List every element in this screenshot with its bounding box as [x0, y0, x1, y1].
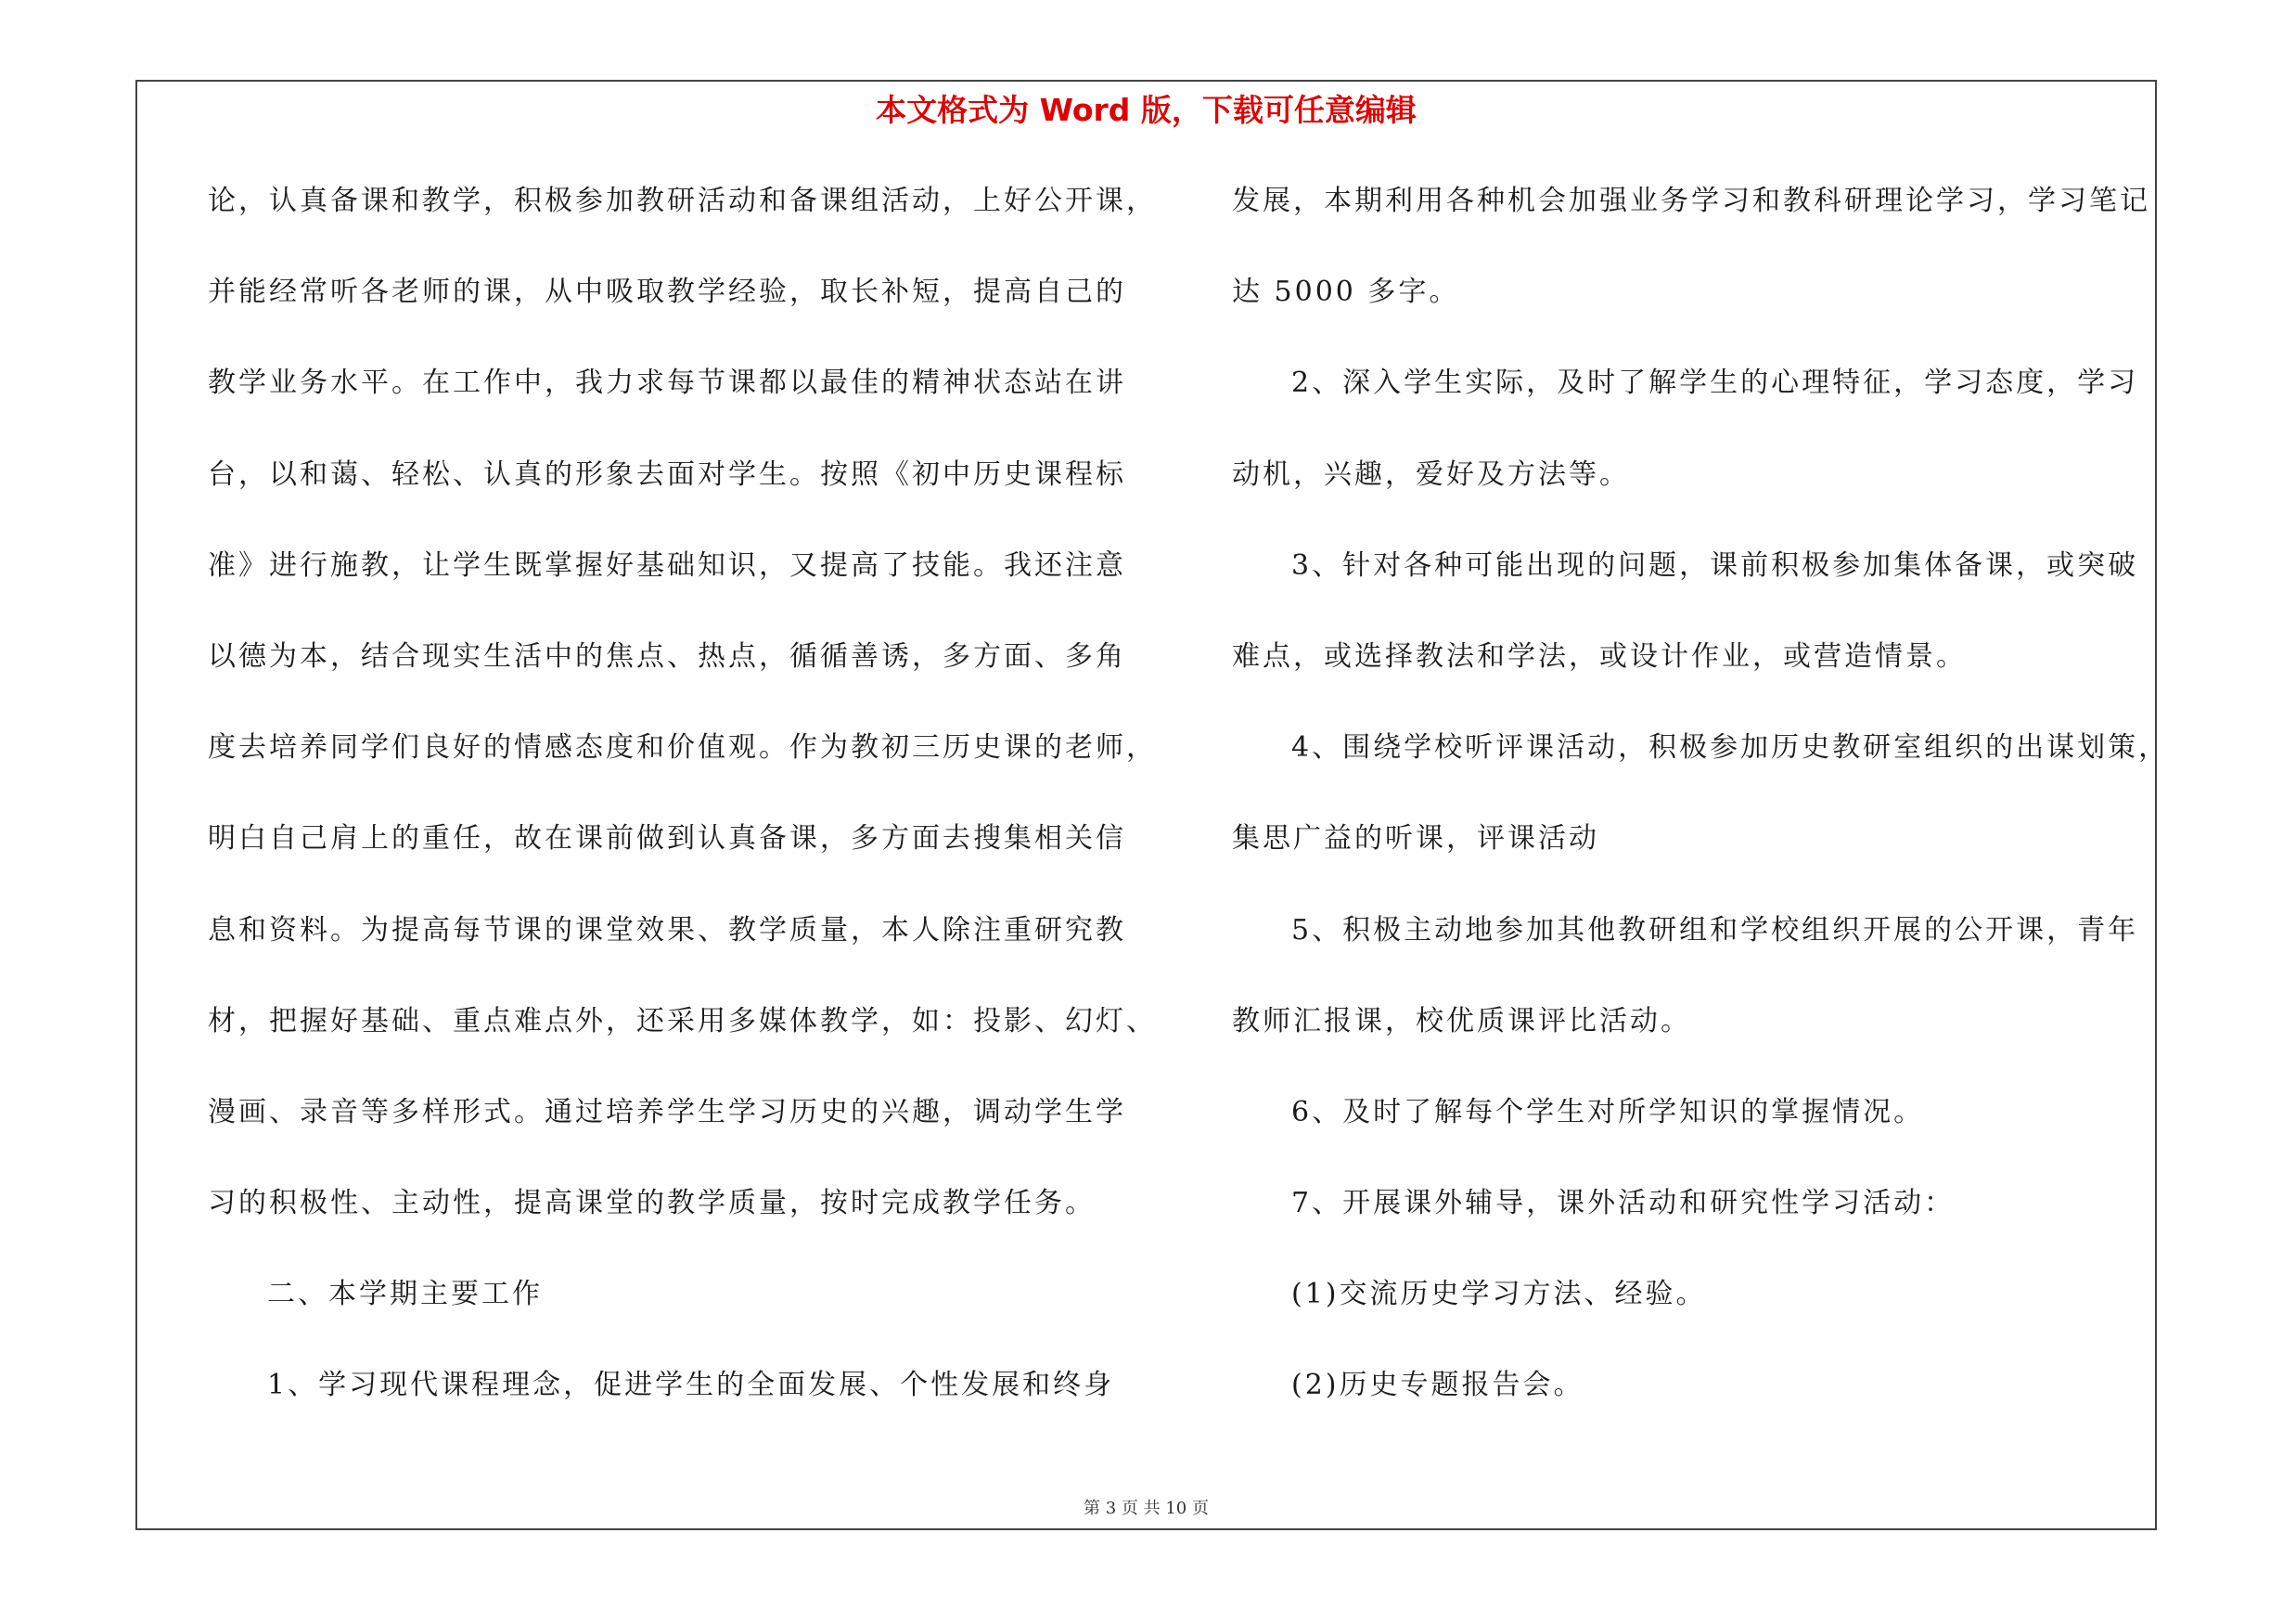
paragraph-line: 动机，兴趣，爱好及方法等。 [1232, 457, 1630, 491]
list-item: 4、围绕学校听评课活动，积极参加历史教研室组织的出谋划策， [1291, 731, 2170, 765]
list-item: 2、深入学生实际，及时了解学生的心理特征，学习态度，学习 [1291, 367, 2139, 400]
paragraph-line: 发展，本期利用各种机会加强业务学习和教科研理论学习，学习笔记 [1232, 185, 2150, 217]
paragraph-line: 习的积极性、主动性，提高课堂的教学质量，按时完成教学任务。 [208, 1187, 1096, 1220]
paragraph-line: 度去培养同学们良好的情感态度和价值观。作为教初三历史课的老师， [208, 731, 1157, 765]
paragraph-line: 论，认真备课和教学，积极参加教研活动和备课组活动，上好公开课， [208, 185, 1157, 217]
list-item: 1、学习现代课程理念，促进学生的全面发展、个性发展和终身 [267, 1369, 1115, 1402]
paragraph-line: 以德为本，结合现实生活中的焦点、热点，循循善诱，多方面、多角 [208, 639, 1126, 673]
list-item: 3、针对各种可能出现的问题，课前积极参加集体备课，或突破 [1291, 548, 2139, 582]
left-text-column [208, 180, 1157, 1456]
paragraph-line: 台，以和蔼、轻松、认真的形象去面对学生。按照《初中历史课程标 [208, 457, 1126, 491]
paragraph-line: 难点，或选择教法和学法，或设计作业，或营造情景。 [1232, 639, 1967, 673]
paragraph-line: 并能经常听各老师的课，从中吸取教学经验，取长补短，提高自己的 [208, 276, 1126, 309]
paragraph-line: 漫画、录音等多样形式。通过培养学生学习历史的兴趣，调动学生学 [208, 1095, 1126, 1128]
list-item: 7、开展课外辅导，课外活动和研究性学习活动： [1291, 1187, 1956, 1220]
paragraph-line: 教学业务水平。在工作中，我力求每节课都以最佳的精神状态站在讲 [208, 367, 1126, 400]
list-item: (1)交流历史学习方法、经验。 [1291, 1278, 1707, 1311]
paragraph-line: 明白自己肩上的重任，故在课前做到认真备课，多方面去搜集相关信 [208, 822, 1126, 856]
list-item: (2)历史专题报告会。 [1291, 1369, 1584, 1402]
document-page [135, 80, 2170, 1530]
section-heading: 二、本学期主要工作 [267, 1278, 543, 1311]
word-format-banner: 本文格式为 Word 版，下载可任意编辑 [876, 92, 1417, 128]
paragraph-line: 息和资料。为提高每节课的课堂效果、教学质量，本人除注重研究教 [208, 913, 1126, 947]
list-item: 5、积极主动地参加其他教研组和学校组织开展的公开课，青年 [1291, 913, 2139, 947]
list-item: 6、及时了解每个学生对所学知识的掌握情况。 [1291, 1095, 1925, 1128]
paragraph-line: 教师汇报课，校优质课评比活动。 [1232, 1004, 1691, 1037]
page-number-footer: 第 3 页 共 10 页 [1084, 1499, 1209, 1518]
paragraph-line: 集思广益的听课，评课活动 [1232, 822, 1599, 856]
paragraph-line: 准》进行施教，让学生既掌握好基础知识，又提高了技能。我还注意 [208, 548, 1126, 582]
paragraph-line: 材，把握好基础、重点难点外，还采用多媒体教学，如：投影、幻灯、 [208, 1004, 1157, 1037]
paragraph-line: 达 5000 多字。 [1232, 276, 1460, 309]
right-text-column [1232, 180, 2170, 1456]
